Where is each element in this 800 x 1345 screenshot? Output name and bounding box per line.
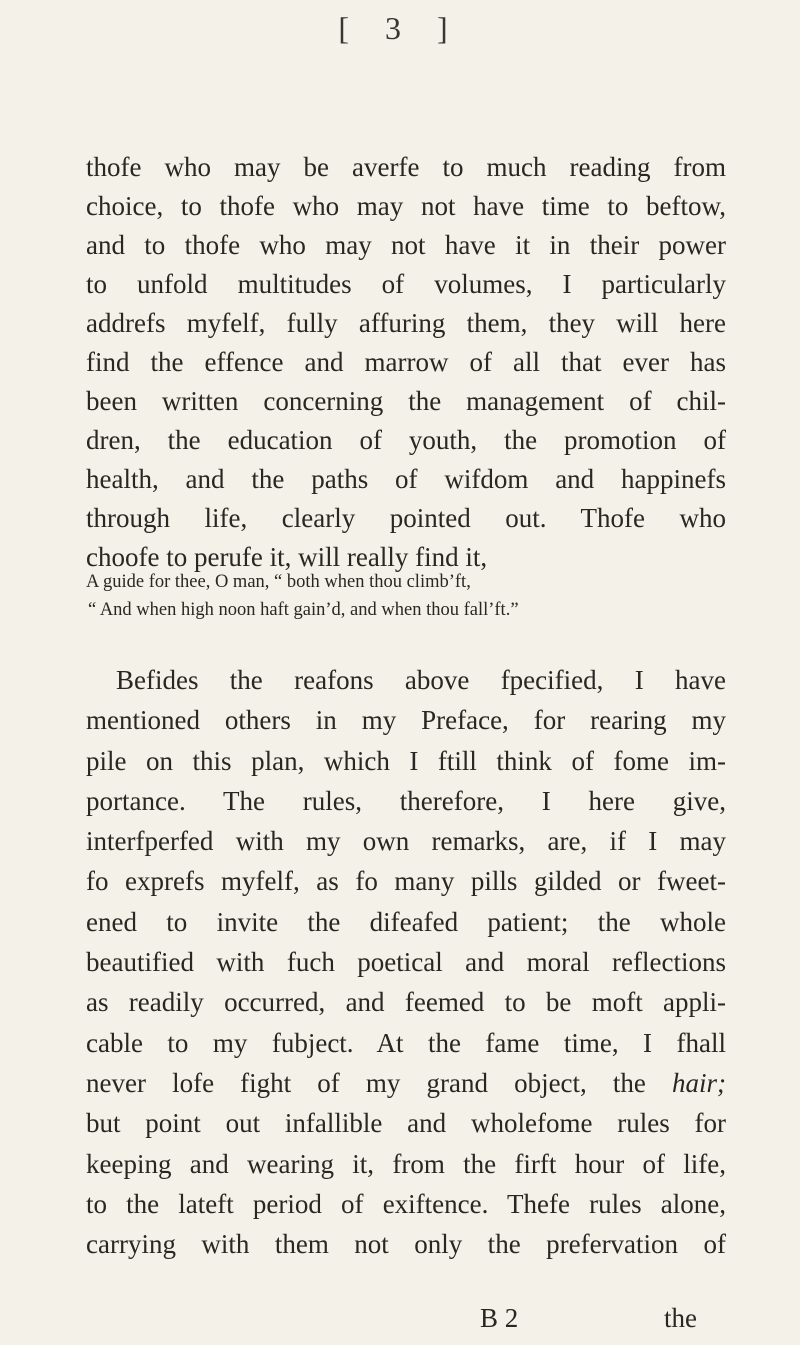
text-line: find the effence and marrow of all that ever has	[86, 347, 726, 377]
catchword: the	[664, 1303, 697, 1333]
text-line: beautified with fuch poetical and moral reflections	[86, 947, 726, 978]
text-line-with-italic	[86, 1063, 726, 1103]
text-line: pile on this plan, which I ftill think of fome im-	[86, 745, 726, 776]
text-line: choofe to perufe it, will really find it,	[86, 542, 488, 572]
paragraph-1	[86, 148, 726, 577]
text-line: as readily occurred, and feemed to be moft appli-	[86, 987, 726, 1018]
text-line: carrying with them not only the prefervation of	[86, 1229, 726, 1260]
text-line: health, and the paths of wifdom and happinefs	[86, 464, 726, 494]
italic-word: hair;	[672, 1067, 726, 1098]
text-line: keeping and wearing it, from the firft hour of life,	[86, 1148, 726, 1179]
text-line: ened to invite the difeafed patient; the whole	[86, 906, 726, 937]
verse-line: “ And when high noon haft gain’d, and when thou fall’ft.”	[88, 600, 519, 620]
verse-quotation	[86, 568, 726, 624]
text-line: addrefs myfelf, fully affuring them, they will here	[86, 308, 726, 338]
text-line: through life, clearly pointed out. Thofe who	[86, 503, 726, 533]
text-line: fo exprefs myfelf, as fo many pills gilded or fweet-	[86, 866, 726, 897]
text-line: to unfold multitudes of volumes, I particularly	[86, 269, 726, 299]
page-number: [ 3 ]	[338, 10, 462, 46]
text-line: dren, the education of youth, the promotion of	[86, 425, 726, 455]
text-line: but point out infallible and wholefome rules for	[86, 1108, 726, 1139]
text-fragment: never lofe fight of my grand object, the	[86, 1067, 672, 1098]
text-line: interfperfed with my own remarks, are, if I may	[86, 826, 726, 857]
text-line: thofe who may be averfe to much reading from	[86, 152, 726, 182]
text-line: portance. The rules, therefore, I here give,	[86, 785, 726, 816]
text-line: cable to my fubject. At the fame time, I fhall	[86, 1027, 726, 1058]
text-line: mentioned others in my Preface, for rearing my	[86, 705, 726, 736]
text-line: to the lateft period of exiftence. Thefe rules alone,	[86, 1188, 726, 1219]
verse-line: A guide for thee, O man, “ both when thou climb’ft,	[86, 572, 471, 592]
signature-mark: B 2	[480, 1303, 519, 1333]
text-line: and to thofe who may not have it in their power	[86, 230, 726, 260]
text-line: been written concerning the management of chil-	[86, 386, 726, 416]
text-line: choice, to thofe who may not have time to beftow,	[86, 191, 726, 221]
paragraph-2	[86, 660, 726, 1264]
text-line: Befides the reafons above fpecified, I have	[116, 665, 726, 695]
